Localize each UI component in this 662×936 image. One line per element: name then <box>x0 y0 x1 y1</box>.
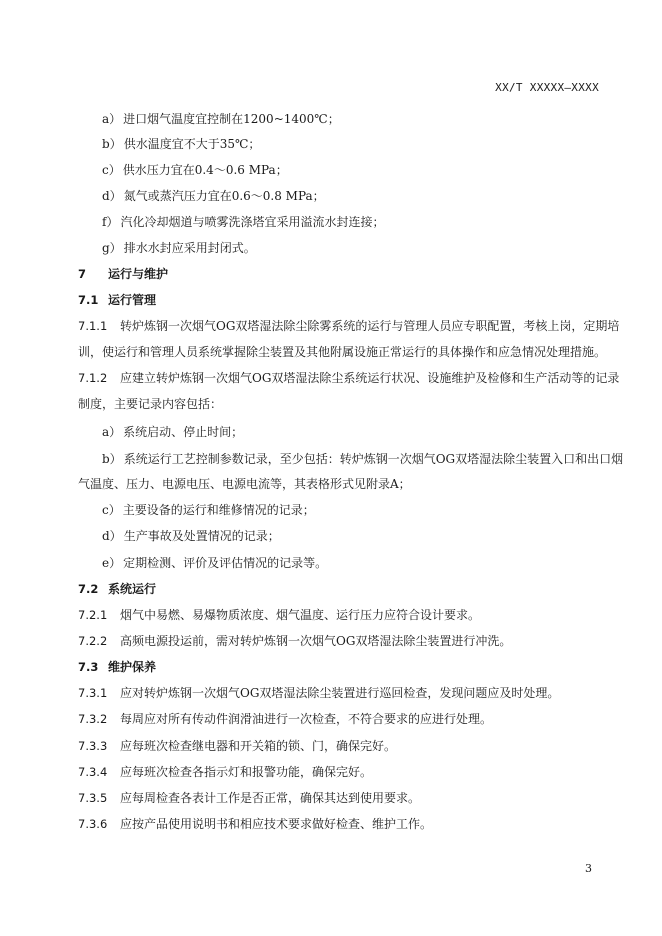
list-item-text: 定期检测、评价及评估情况的记录等。 <box>123 556 328 570</box>
clause-text: 应对转炉炼钢一次烟气OG双塔湿法除尘装置进行巡回检查，发现问题应及时处理。 <box>120 686 560 700</box>
clause <box>78 685 559 701</box>
clause-text: 应每班次检查继电器和开关箱的锁、门，确保完好。 <box>120 739 397 753</box>
list-item-label: e） <box>102 556 122 570</box>
page-number: 3 <box>585 862 592 875</box>
list-item-text: 排水水封应采用封闭式。 <box>123 241 256 255</box>
clause-number: 7.3.2 <box>78 712 108 726</box>
list-item <box>102 451 623 467</box>
clause <box>78 711 492 727</box>
list-item-text: 系统启动、停止时间； <box>123 425 244 439</box>
clause <box>78 370 619 386</box>
list-item <box>102 502 315 518</box>
clause-text: 高频电源投运前，需对转炉炼钢一次烟气OG双塔湿法除尘装置进行冲洗。 <box>120 634 512 648</box>
list-item-text: 供水温度宜不大于35℃； <box>123 137 261 151</box>
list-item-text: 汽化冷却烟道与喷雾洗涤塔宜采用溢流水封连接； <box>120 215 385 229</box>
list-item <box>102 424 243 440</box>
list-item-text: 进口烟气温度宜控制在1200~1400℃； <box>123 112 340 126</box>
section-number: 7.1 <box>78 293 99 307</box>
clause-continuation: 训，使运行和管理人员系统掌握除尘装置及其他附属设施正常运行的具体操作和应急情况处理措施。 <box>78 345 607 359</box>
list-item <box>102 162 288 178</box>
clause-continuation: 制度，主要记录内容包括： <box>78 397 223 411</box>
section-title: 维护保养 <box>108 660 157 674</box>
section-number: 7.3 <box>78 660 99 674</box>
section-heading <box>78 266 168 282</box>
clause-text: 应按产品使用说明书和相应技术要求做好检查、维护工作。 <box>120 817 433 831</box>
clause-text: 应每周检查各表计工作是否正常，确保其达到使用要求。 <box>120 791 421 805</box>
list-item <box>102 136 260 152</box>
list-item <box>102 214 384 230</box>
list-item-label: a） <box>102 425 122 439</box>
section-number: 7 <box>78 267 87 281</box>
section-number: 7.2 <box>78 582 99 596</box>
list-item-label: g） <box>102 241 122 255</box>
section-heading <box>78 292 156 308</box>
list-item <box>102 528 280 544</box>
list-item-text: 氮气或蒸汽压力宜在0.6～0.8 MPa； <box>123 189 325 203</box>
clause-number: 7.3.4 <box>78 765 108 779</box>
clause <box>78 318 619 334</box>
list-item-label: f） <box>102 215 119 229</box>
list-item-label: d） <box>102 189 122 203</box>
clause-number: 7.2.1 <box>78 608 108 622</box>
clause-number: 7.2.2 <box>78 634 108 648</box>
section-title: 运行与维护 <box>108 267 169 281</box>
clause-text: 应建立转炉炼钢一次烟气OG双塔湿法除尘系统运行状况、设施维护及检修和生产活动等的记录 <box>120 371 620 385</box>
clause-number: 7.3.5 <box>78 791 108 805</box>
clause-number: 7.3.3 <box>78 739 108 753</box>
list-item <box>102 555 327 571</box>
list-item-text: 系统运行工艺控制参数记录，至少包括：转炉炼钢一次烟气OG双塔湿法除尘装置入口和出口烟 <box>123 452 624 466</box>
list-item-text: 生产事故及处置情况的记录； <box>123 529 280 543</box>
section-heading <box>78 581 156 597</box>
clause-number: 7.3.6 <box>78 817 108 831</box>
clause <box>78 633 511 649</box>
clause <box>78 816 432 832</box>
clause <box>78 738 396 754</box>
clause-number: 7.1.2 <box>78 371 108 385</box>
list-item-label: b） <box>102 137 122 151</box>
list-item <box>102 240 256 256</box>
list-item-label: d） <box>102 529 122 543</box>
list-item <box>102 111 340 127</box>
section-title: 运行管理 <box>108 293 157 307</box>
clause-text: 转炉炼钢一次烟气OG双塔湿法除尘除雾系统的运行与管理人员应专职配置，考核上岗，定期培 <box>120 319 620 333</box>
clause <box>78 764 372 780</box>
list-item-label: b） <box>102 452 122 466</box>
clause-text: 每周应对所有传动件润滑油进行一次检查，不符合要求的应进行处理。 <box>120 712 493 726</box>
list-item-label: c） <box>102 163 121 177</box>
section-title: 系统运行 <box>108 582 157 596</box>
section-heading <box>78 659 156 675</box>
list-item-text: 供水压力宜在0.4～0.6 MPa； <box>122 163 288 177</box>
list-item-text: 主要设备的运行和维修情况的记录； <box>122 503 315 517</box>
standard-code: XX/T XXXXX—XXXX <box>495 81 599 94</box>
clause-text: 烟气中易燃、易爆物质浓度、烟气温度、运行压力应符合设计要求。 <box>120 608 481 622</box>
clause <box>78 790 420 806</box>
clause-text: 应每班次检查各指示灯和报警功能，确保完好。 <box>120 765 373 779</box>
list-item-label: a） <box>102 112 122 126</box>
clause-number: 7.1.1 <box>78 319 108 333</box>
list-item <box>102 188 325 204</box>
clause-number: 7.3.1 <box>78 686 108 700</box>
list-item-label: c） <box>102 503 121 517</box>
clause <box>78 607 480 623</box>
list-item-continuation: 气温度、压力、电源电压、电源电流等，其表格形式见附录A； <box>78 477 411 491</box>
